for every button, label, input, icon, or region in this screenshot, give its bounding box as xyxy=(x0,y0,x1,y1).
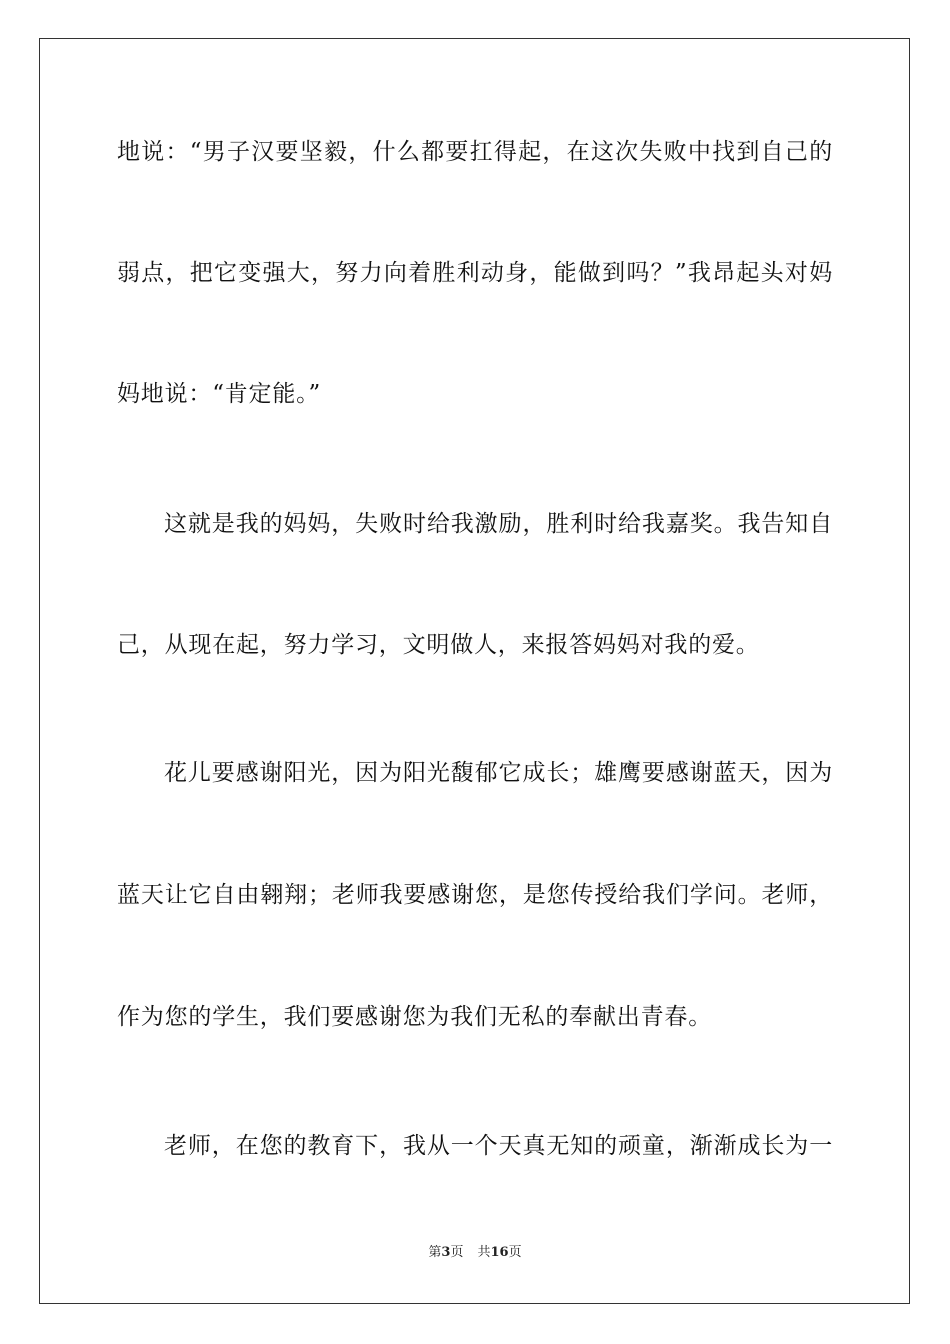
text-line-3: 妈地说：“肯定能。” xyxy=(117,381,322,407)
page-number: 3 xyxy=(441,1245,451,1260)
text-line-2: 弱点，把它变强大，努力向着胜利动身，能做到吗？”我昂起头对妈 xyxy=(117,260,833,286)
page-border xyxy=(39,38,910,1304)
text-line-8: 作为您的学生，我们要感谢您为我们无私的奉献出青春。 xyxy=(117,1004,712,1030)
text-line-9: 老师，在您的教育下，我从一个天真无知的顽童，渐渐成长为一 xyxy=(164,1133,833,1159)
total-pages: 16 xyxy=(490,1245,509,1260)
page-suffix: 页 xyxy=(450,1245,464,1260)
page-prefix: 第 xyxy=(428,1245,442,1260)
total-prefix: 共 xyxy=(477,1245,491,1260)
text-line-7: 蓝天让它自由翱翔；老师我要感谢您，是您传授给我们学问。老师， xyxy=(117,882,833,908)
text-line-4: 这就是我的妈妈，失败时给我激励，胜利时给我嘉奖。我告知自 xyxy=(164,511,833,537)
total-suffix: 页 xyxy=(508,1245,522,1260)
page-footer xyxy=(0,1245,950,1261)
text-line-6: 花儿要感谢阳光，因为阳光馥郁它成长；雄鹰要感谢蓝天，因为 xyxy=(164,760,833,786)
text-line-1: 地说：“男子汉要坚毅，什么都要扛得起，在这次失败中找到自己的 xyxy=(117,139,833,165)
text-line-5: 己，从现在起，努力学习，文明做人，来报答妈妈对我的爱。 xyxy=(117,632,760,658)
